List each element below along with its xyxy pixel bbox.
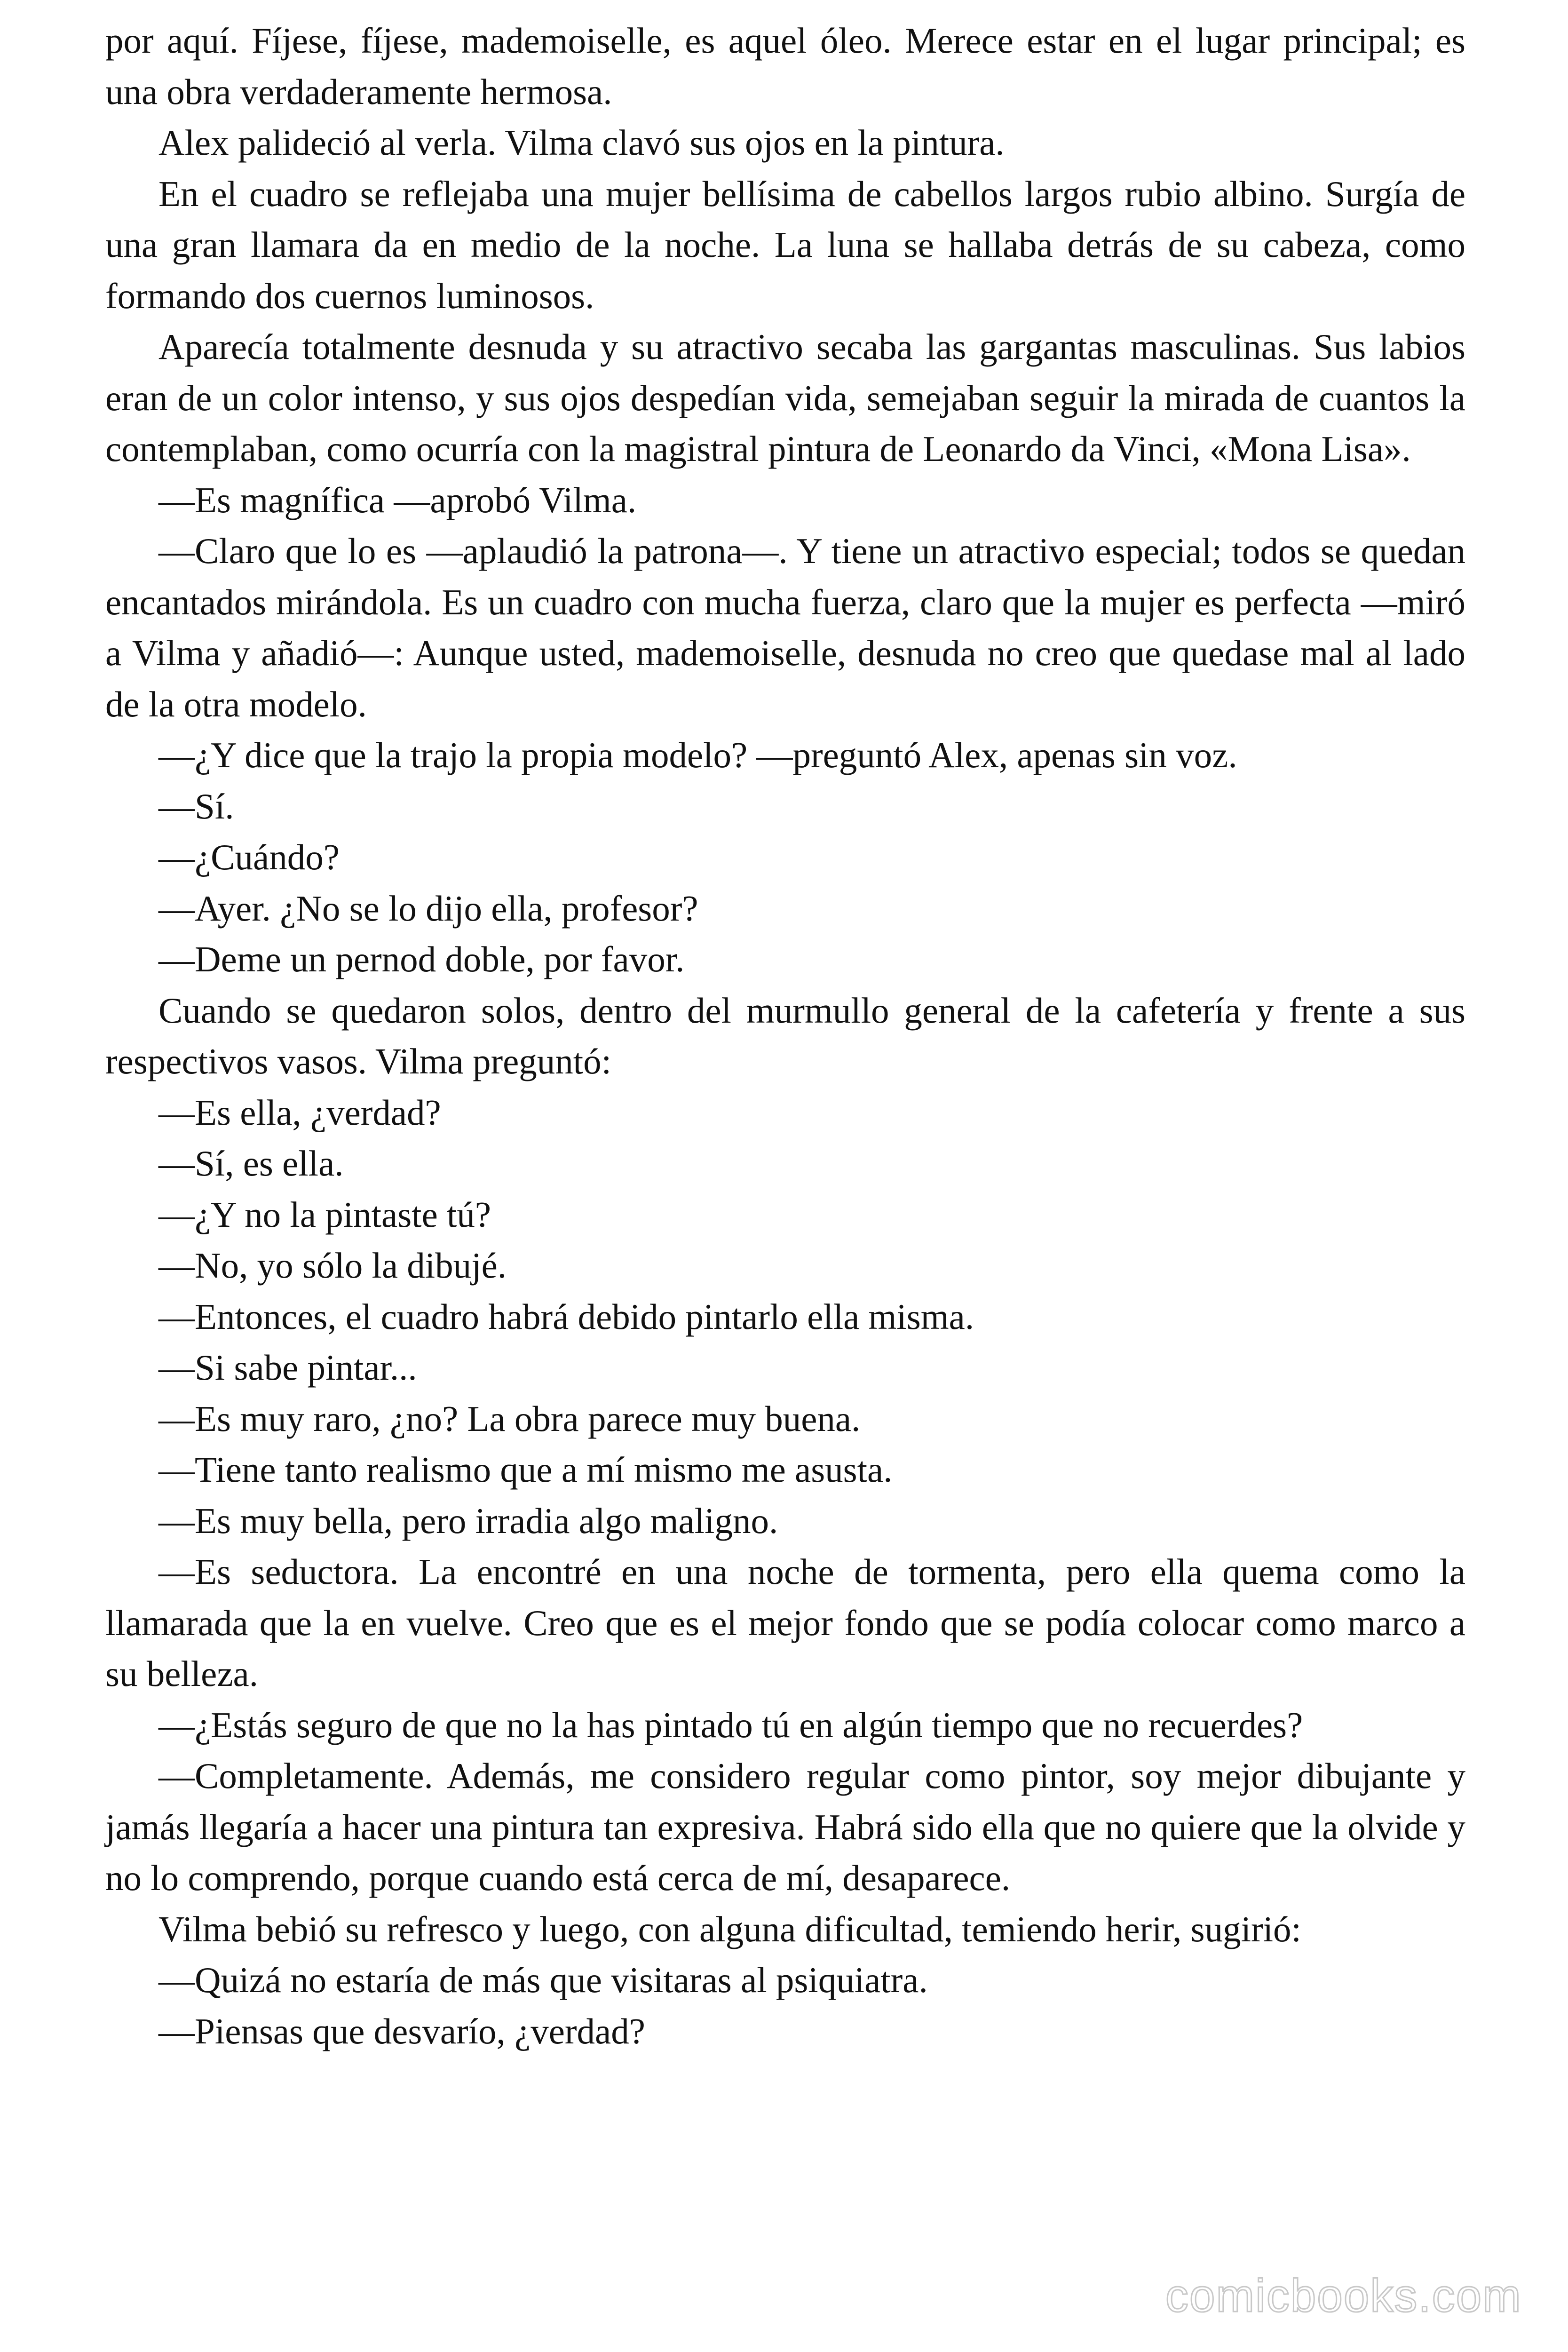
paragraph: Vilma bebió su refresco y luego, con alguna dificultad, temiendo herir, sugirió: <box>158 1908 1301 1949</box>
paragraph: —Quizá no estaría de más que visitaras al psiquiatra. <box>158 1960 928 2000</box>
paragraph: —Sí. <box>158 786 234 826</box>
paragraph: —Tiene tanto realismo que a mí mismo me asusta. <box>158 1449 893 1490</box>
paragraph: Cuando se quedaron solos, dentro del murmullo general de la cafetería y frente a sus respectivos vasos. Vilma preguntó: <box>105 990 1465 1081</box>
paragraph: —Ayer. ¿No se lo dijo ella, profesor? <box>158 888 698 929</box>
paragraph: —Es ella, ¿verdad? <box>158 1092 441 1133</box>
paragraph: En el cuadro se reflejaba una mujer bellísima de cabellos largos rubio albino. Surgía de una gran llamara da en medio de la noche. La luna se hallaba detrás de su cabeza, como formando dos cuernos luminosos. <box>105 173 1465 316</box>
watermark: comicbooks.com <box>1165 2270 1522 2321</box>
paragraph: —Sí, es ella. <box>158 1143 344 1184</box>
paragraph: —¿Estás seguro de que no la has pintado tú en algún tiempo que no recuerdes? <box>158 1704 1303 1745</box>
paragraph: —Si sabe pintar... <box>158 1347 417 1388</box>
paragraph: —Es muy bella, pero irradia algo maligno. <box>158 1500 778 1541</box>
paragraph: Alex palideció al verla. Vilma clavó sus ojos en la pintura. <box>158 122 1005 163</box>
paragraph: —Entonces, el cuadro habrá debido pintarlo ella misma. <box>158 1296 974 1337</box>
paragraph: —No, yo sólo la dibujé. <box>158 1245 507 1286</box>
paragraph: —Claro que lo es —aplaudió la patrona—. Y tiene un atractivo especial; todos se quedan encantados mirándola. Es un cuadro con mucha fuerza, claro que la mujer es perfecta —miró a Vilma y añadió—: Aunque usted, mademoiselle, desnuda no creo que quedase mal al lado de la otra modelo. <box>105 531 1465 724</box>
paragraph: —Deme un pernod doble, por favor. <box>158 939 685 979</box>
paragraph: por aquí. Fíjese, fíjese, mademoiselle, es aquel óleo. Merece estar en el lugar principal; es una obra verdaderamente hermosa. <box>105 20 1465 112</box>
paragraph: —Es seductora. La encontré en una noche de tormenta, pero ella quema como la llamarada que la en vuelve. Creo que es el mejor fondo que se podía colocar como marco a su belleza. <box>105 1551 1465 1694</box>
paragraph: —¿Cuándo? <box>158 837 340 877</box>
paragraph: —¿Y no la pintaste tú? <box>158 1194 491 1235</box>
paragraph: —Es magnífica —aprobó Vilma. <box>158 479 637 520</box>
paragraph: —Es muy raro, ¿no? La obra parece muy buena. <box>158 1398 861 1439</box>
page-text <box>105 15 1465 2057</box>
paragraph: —¿Y dice que la trajo la propia modelo? —preguntó Alex, apenas sin voz. <box>158 735 1237 775</box>
paragraph: —Piensas que desvarío, ¿verdad? <box>158 2010 645 2051</box>
paragraph: Aparecía totalmente desnuda y su atractivo secaba las gargantas masculinas. Sus labios eran de un color intenso, y sus ojos despedían vida, semejaban seguir la mirada de cuantos la contemplaban, como ocurría con la magistral pintura de Leonardo da Vinci, «Mona Lisa». <box>105 326 1465 469</box>
paragraph: —Completamente. Además, me considero regular como pintor, soy mejor dibujante y jamás llegaría a hacer una pintura tan expresiva. Habrá sido ella que no quiere que la olvide y no lo comprendo, porque cuando está cerca de mí, desaparece. <box>105 1756 1465 1898</box>
